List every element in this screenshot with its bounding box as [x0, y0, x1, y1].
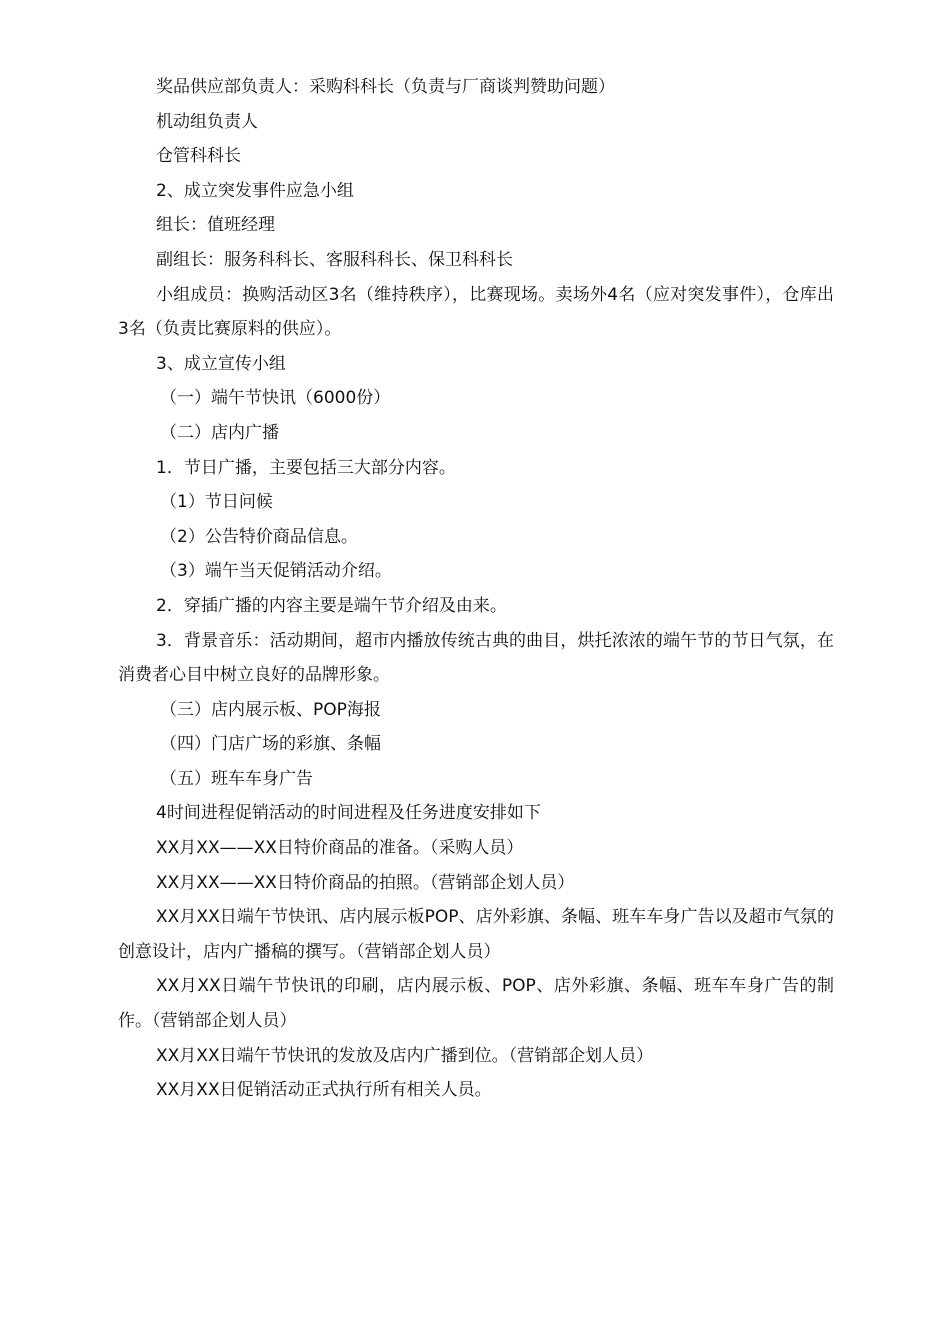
mobile-group-lead: 机动组负责人	[156, 111, 258, 132]
section-heading-publicity: 3、成立宣传小组	[156, 353, 286, 374]
deputy-group-leader: 副组长：服务科科长、客服科科长、保卫科科长	[156, 249, 513, 270]
broadcast-sub-2: （2）公告特价商品信息。	[160, 526, 358, 547]
group-leader: 组长：值班经理	[156, 215, 275, 236]
warehouse-chief: 仓管科科长	[156, 146, 241, 167]
schedule-design-paragraph: XX月XX日端午节快讯、店内展示板POP、店外彩旗、条幅、班车车身广告以及超市气氛的创意设计，店内广播稿的撰写。（营销部企划人员）	[118, 907, 834, 962]
document-body	[118, 70, 834, 1108]
schedule-item-prep: XX月XX——XX日特价商品的准备。（采购人员）	[156, 838, 524, 859]
schedule-item-distribution: XX月XX日端午节快讯的发放及店内广播到位。（营销部企划人员）	[156, 1045, 654, 1066]
schedule-item-photo: XX月XX——XX日特价商品的拍照。（营销部企划人员）	[156, 872, 575, 893]
broadcast-sub-3: （3）端午当天促销活动介绍。	[160, 561, 392, 582]
item-newsletter: （一）端午节快讯（6000份）	[160, 388, 391, 409]
broadcast-point-2: 2．穿插广播的内容主要是端午节介绍及由来。	[156, 595, 507, 616]
section-heading-schedule: 4时间进程促销活动的时间进程及任务进度安排如下	[156, 803, 541, 824]
item-broadcast: （二）店内广播	[160, 422, 279, 443]
prize-supply-lead: 奖品供应部负责人：采购科科长（负责与厂商谈判赞助问题）	[156, 77, 615, 97]
item-flags-banners: （四）门店广场的彩旗、条幅	[160, 734, 381, 755]
broadcast-point-1: 1．节日广播，主要包括三大部分内容。	[156, 457, 456, 478]
group-members-paragraph: 小组成员：换购活动区3名（维持秩序），比赛现场。卖场外4名（应对突发事件），仓库出3名（负责比赛原料的供应）。	[118, 284, 834, 340]
broadcast-sub-1: （1）节日问候	[160, 492, 273, 513]
item-display-boards: （三）店内展示板、POP海报	[160, 699, 381, 720]
background-music-paragraph: 3．背景音乐：活动期间，超市内播放传统古典的曲目，烘托浓浓的端午节的节日气氛，在消费者心目中树立良好的品牌形象。	[118, 630, 834, 686]
schedule-item-execution: XX月XX日促销活动正式执行所有相关人员。	[156, 1080, 492, 1101]
item-bus-ads: （五）班车车身广告	[160, 768, 313, 789]
section-heading-emergency: 2、成立突发事件应急小组	[156, 180, 354, 201]
schedule-print-paragraph: XX月XX日端午节快讯的印刷，店内展示板、POP、店外彩旗、条幅、班车车身广告的制作。（营销部企划人员）	[118, 976, 834, 1032]
